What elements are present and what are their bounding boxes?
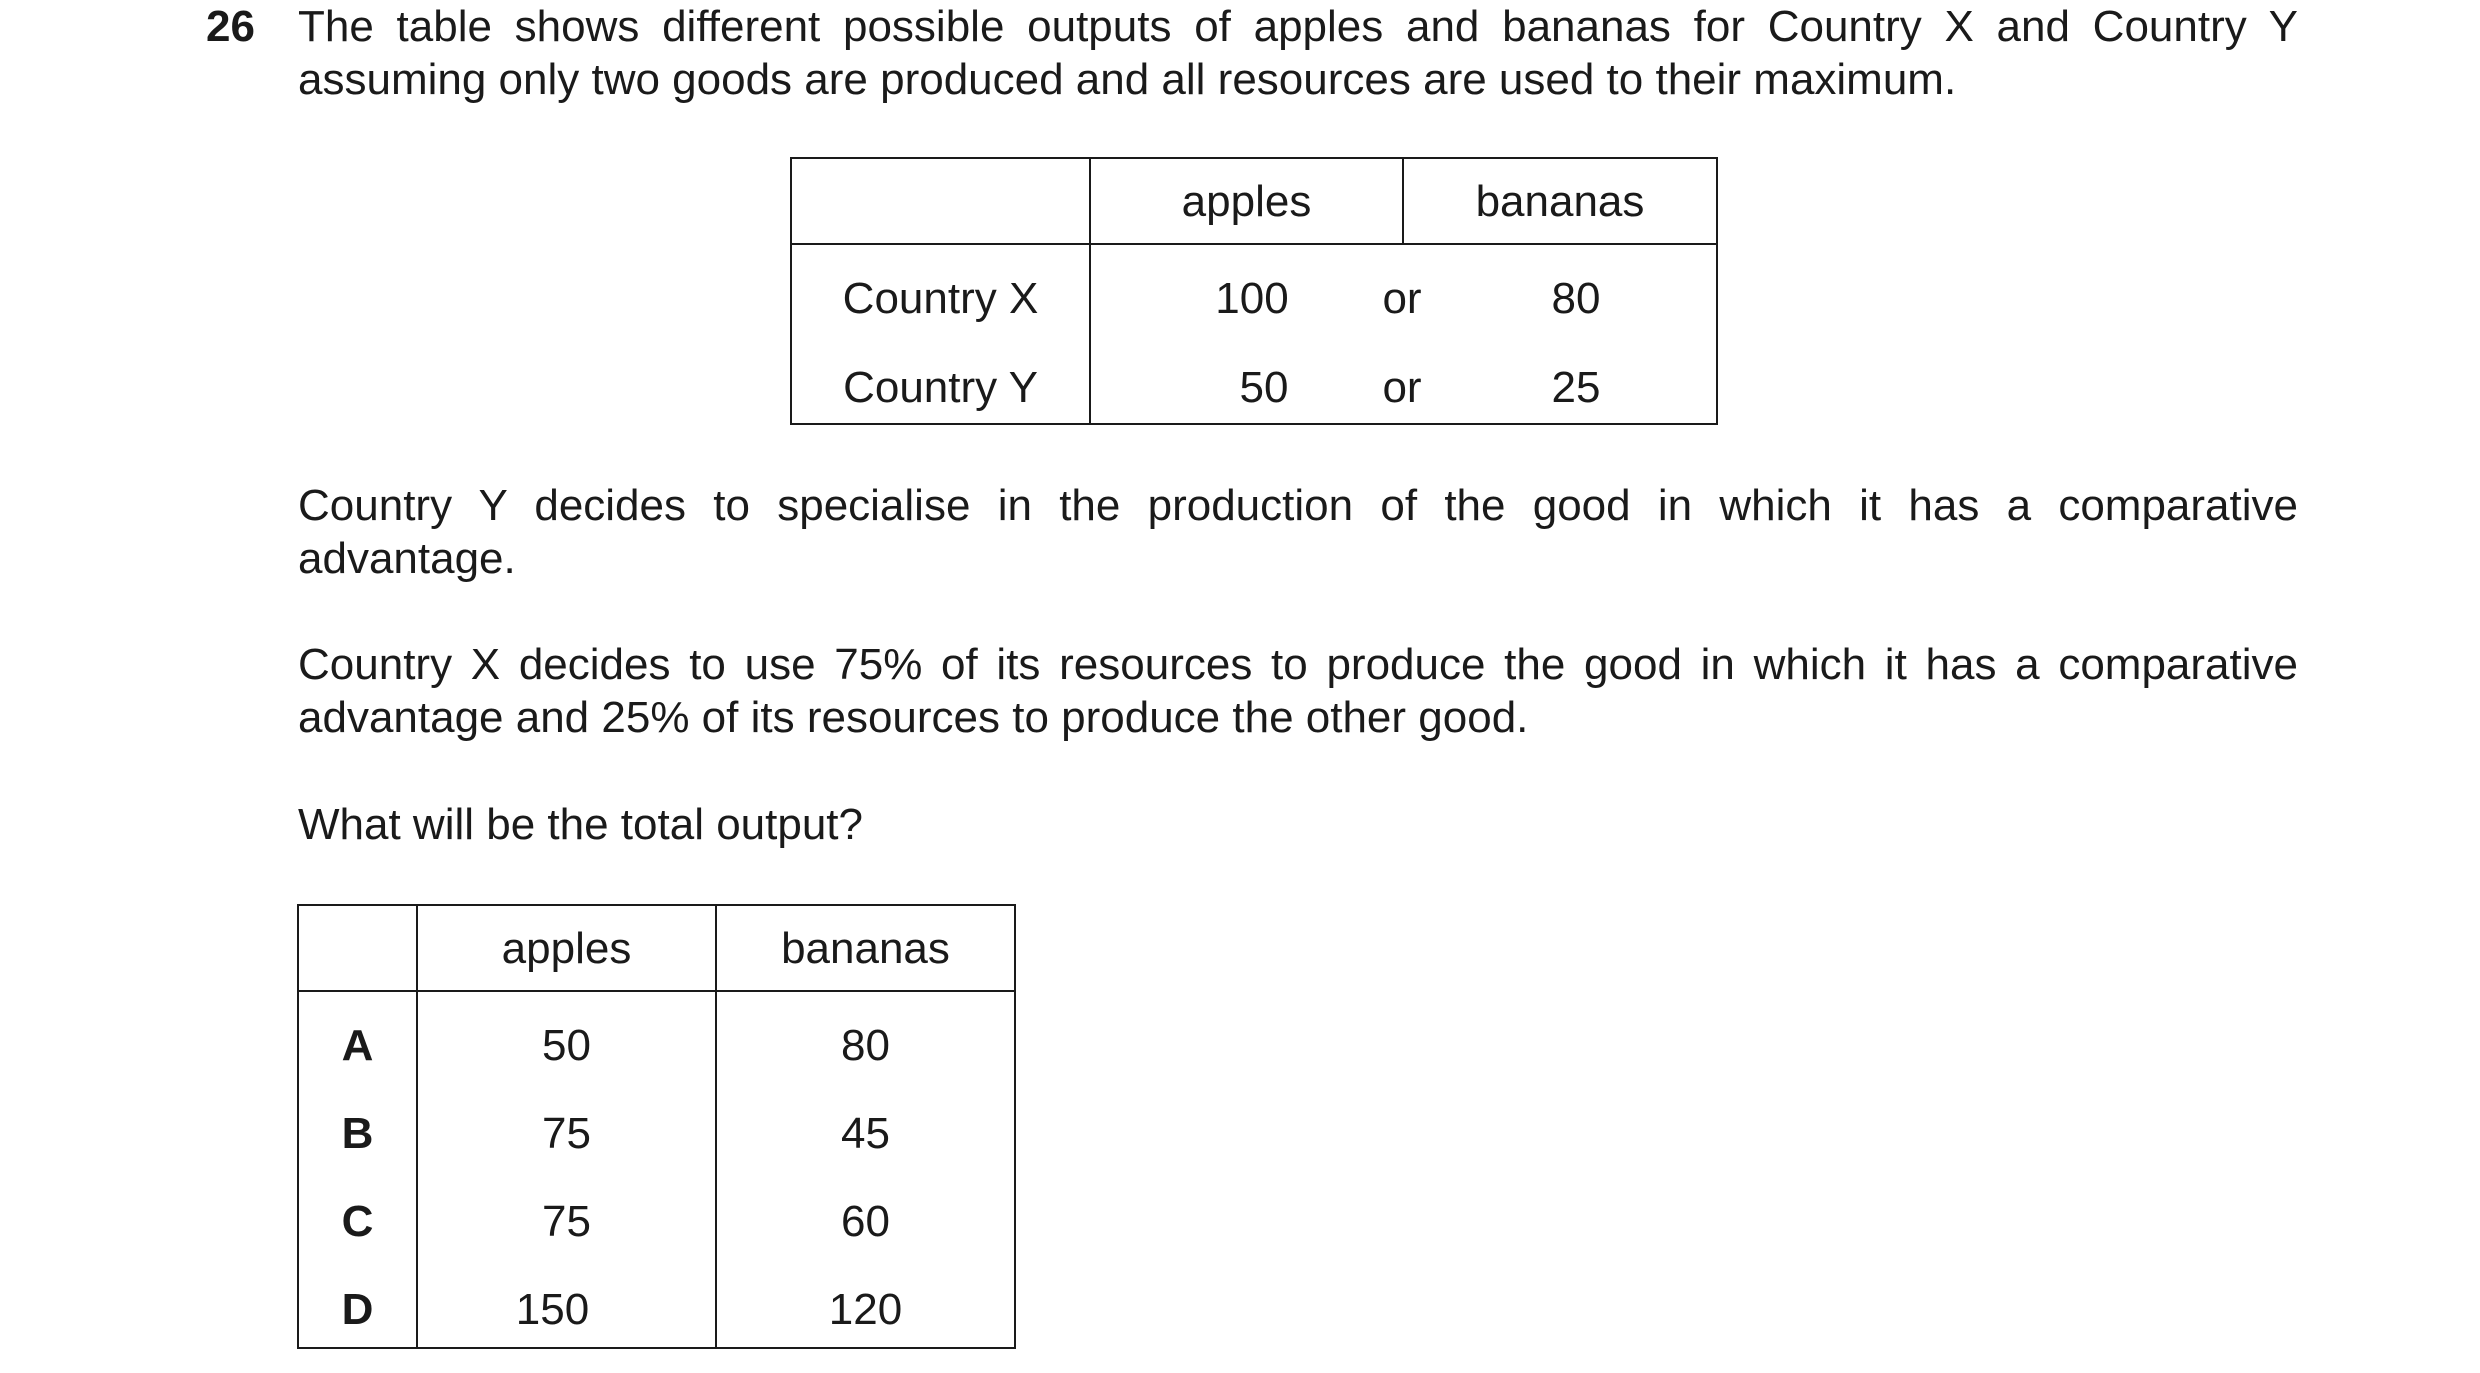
question-prompt: What will be the total output?	[298, 800, 863, 849]
cell-apples: 150	[515, 1285, 590, 1334]
cell-bananas: 120	[828, 1285, 903, 1334]
cell-apples: 50	[1239, 363, 1289, 412]
cell-bananas: 80	[1551, 274, 1601, 323]
table-divider	[792, 243, 1716, 245]
column-header-bananas: bananas	[1475, 177, 1645, 226]
answer-options-table	[297, 904, 1016, 1349]
cell-bananas: 60	[841, 1197, 890, 1246]
column-header-bananas: bananas	[781, 924, 950, 973]
or-connector: or	[1382, 274, 1422, 323]
column-header-apples: apples	[501, 924, 632, 973]
cell-apples: 100	[1215, 274, 1289, 323]
question-number: 26	[206, 2, 255, 51]
option-letter: D	[341, 1285, 374, 1334]
row-label-country-x: Country X	[842, 274, 1039, 323]
row-label-country-y: Country Y	[843, 363, 1038, 412]
cell-apples: 75	[542, 1197, 591, 1246]
para2-line-1: Country X decides to use 75% of its resources to produce the good in which it has a comparative	[298, 640, 2298, 689]
option-letter: A	[341, 1021, 374, 1070]
cell-apples: 50	[542, 1021, 591, 1070]
or-connector: or	[1382, 363, 1422, 412]
para2-line-2: advantage and 25% of its resources to produce the other good.	[298, 693, 1529, 742]
cell-bananas: 45	[841, 1109, 890, 1158]
intro-line-1: The table shows different possible outputs of apples and bananas for Country X and Country Y	[298, 2, 2298, 51]
option-letter: C	[341, 1197, 374, 1246]
para1-line-2: advantage.	[298, 534, 516, 583]
production-possibilities-table	[790, 157, 1718, 425]
para1-line-1: Country Y decides to specialise in the production of the good in which it has a comparative	[298, 481, 2298, 530]
column-header-apples: apples	[1181, 177, 1312, 226]
table-divider	[299, 990, 1014, 992]
cell-bananas: 80	[841, 1021, 890, 1070]
option-letter: B	[341, 1109, 374, 1158]
intro-line-2: assuming only two goods are produced and all resources are used to their maximum.	[298, 55, 1957, 104]
cell-bananas: 25	[1551, 363, 1601, 412]
cell-apples: 75	[542, 1109, 591, 1158]
